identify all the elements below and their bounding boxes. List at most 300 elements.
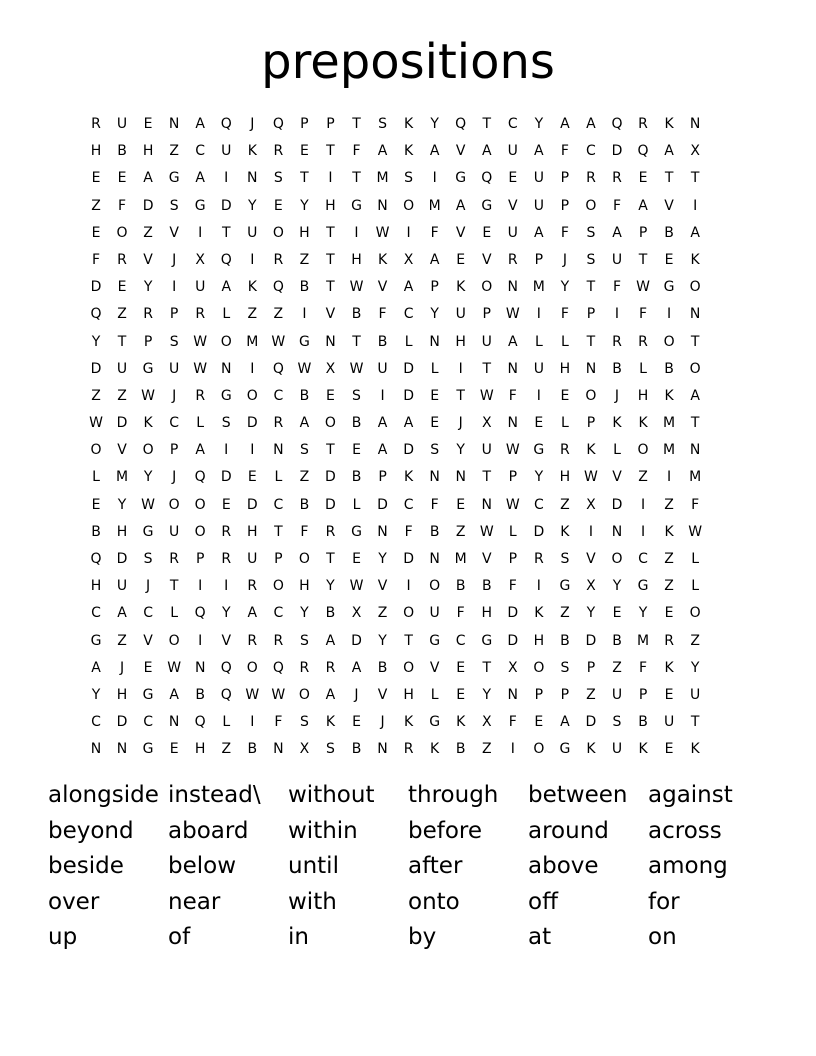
grid-letter: P (326, 116, 335, 132)
grid-letter: G (351, 523, 362, 540)
grid-letter: I (172, 279, 177, 296)
grid-letter: Q (481, 170, 493, 187)
grid-letter: D (403, 442, 414, 459)
grid-letter: O (403, 605, 415, 622)
grid-letter: E (91, 224, 101, 241)
grid-row (84, 440, 744, 467)
grid-letter: Z (299, 251, 310, 268)
grid-letter: W (505, 306, 520, 323)
grid-letter: G (194, 197, 206, 214)
grid-letter: S (430, 442, 440, 459)
grid-letter: N (507, 360, 519, 377)
grid-letter: V (429, 659, 440, 676)
grid-letter: M (116, 469, 129, 486)
grid-letter: S (169, 333, 179, 350)
grid-letter: P (560, 197, 570, 214)
grid-letter: A (169, 686, 179, 703)
grid-letter: N (377, 741, 388, 758)
grid-letter: H (116, 686, 128, 703)
grid-letter: A (117, 605, 127, 622)
grid-letter: G (559, 578, 571, 595)
grid-letter: N (507, 415, 519, 432)
grid-letter: I (640, 496, 646, 513)
grid-letter: R (638, 116, 648, 132)
grid-letter: D (220, 197, 232, 214)
grid-letter: X (586, 496, 596, 513)
grid-letter: K (404, 116, 414, 132)
word-list-item: alongside (48, 782, 159, 808)
grid-letter: B (299, 387, 310, 404)
grid-letter: K (690, 251, 700, 268)
grid-row (84, 250, 744, 277)
grid-letter: H (194, 741, 206, 758)
grid-letter: Q (220, 686, 232, 703)
grid-letter: G (429, 714, 441, 731)
word-list-row (48, 887, 768, 923)
grid-letter: X (586, 578, 596, 595)
grid-letter: A (221, 279, 232, 296)
word-list-item: through (408, 782, 499, 808)
grid-letter: I (693, 197, 698, 214)
grid-letter: E (456, 659, 466, 676)
grid-letter: F (508, 387, 517, 404)
grid-letter: G (429, 632, 441, 649)
grid-letter: B (560, 632, 570, 649)
grid-letter: Z (221, 741, 232, 758)
grid-letter: U (116, 578, 128, 595)
grid-letter: Z (169, 143, 179, 160)
grid-row (84, 685, 744, 712)
grid-letter: W (375, 224, 390, 241)
grid-letter: F (118, 197, 127, 214)
grid-letter: B (455, 741, 466, 758)
grid-letter: O (689, 360, 701, 377)
grid-letter: C (507, 116, 518, 132)
grid-letter: R (273, 251, 284, 268)
grid-row (84, 495, 744, 522)
grid-letter: T (638, 251, 648, 268)
grid-letter: Y (456, 442, 465, 459)
grid-letter: K (638, 415, 648, 432)
grid-letter: M (689, 469, 702, 486)
grid-letter: C (273, 605, 284, 622)
grid-letter: D (507, 605, 519, 622)
grid-letter: P (638, 686, 648, 703)
grid-letter: K (690, 741, 700, 758)
grid-letter: L (404, 333, 413, 350)
grid-letter: U (611, 686, 623, 703)
grid-letter: S (378, 116, 387, 132)
grid-letter: E (143, 659, 153, 676)
grid-letter: F (300, 523, 309, 540)
grid-letter: C (533, 496, 544, 513)
grid-letter: X (351, 605, 362, 622)
grid-letter: Z (117, 387, 127, 404)
grid-letter: O (663, 333, 675, 350)
word-list-item: within (288, 817, 358, 844)
grid-letter: K (247, 143, 257, 160)
grid-letter: I (250, 251, 255, 268)
grid-letter: P (586, 306, 596, 323)
grid-row (84, 168, 744, 195)
grid-letter: Q (272, 360, 284, 377)
grid-letter: B (91, 523, 101, 540)
grid-letter: V (612, 469, 622, 486)
grid-letter: N (429, 551, 440, 567)
grid-letter: U (481, 333, 492, 350)
grid-letter: I (354, 224, 359, 241)
grid-letter: C (195, 143, 206, 160)
grid-letter: R (221, 551, 232, 567)
grid-letter: M (428, 197, 441, 214)
grid-letter: F (639, 306, 648, 323)
grid-letter: Y (143, 279, 153, 296)
grid-letter: D (403, 551, 414, 567)
grid-letter: X (403, 251, 414, 268)
grid-letter: Y (91, 686, 101, 703)
grid-letter: Y (612, 578, 622, 595)
word-list-item: after (408, 853, 463, 880)
grid-letter: Q (220, 659, 232, 676)
grid-letter: M (454, 551, 467, 567)
grid-letter: W (193, 333, 208, 350)
grid-letter: P (560, 686, 570, 703)
grid-letter: O (403, 659, 415, 676)
grid-letter: S (299, 714, 309, 731)
grid-letter: R (664, 632, 674, 649)
grid-letter: F (639, 659, 648, 676)
grid-letter: U (247, 224, 258, 241)
grid-letter: H (90, 578, 102, 595)
grid-letter: V (586, 551, 596, 567)
grid-letter: Z (638, 469, 648, 486)
grid-letter: F (612, 197, 622, 214)
grid-letter: Q (637, 143, 649, 160)
grid-letter: W (584, 469, 598, 486)
grid-letter: W (505, 496, 520, 513)
grid-letter: W (349, 360, 364, 377)
grid-letter: E (117, 170, 127, 187)
grid-letter: E (456, 496, 466, 513)
grid-letter: U (533, 360, 544, 377)
grid-letter: B (351, 741, 362, 758)
grid-letter: I (588, 523, 593, 540)
grid-letter: T (482, 659, 492, 676)
grid-letter: L (560, 333, 569, 350)
grid-letter: U (507, 143, 518, 160)
grid-letter: A (377, 143, 388, 160)
grid-letter: R (247, 578, 258, 595)
grid-letter: T (221, 224, 231, 241)
grid-letter: J (354, 686, 359, 703)
grid-letter: F (560, 143, 569, 160)
grid-letter: K (247, 279, 257, 296)
grid-letter: B (664, 360, 674, 377)
grid-letter: H (559, 469, 571, 486)
grid-letter: L (430, 360, 439, 377)
grid-letter: P (534, 251, 544, 268)
grid-letter: O (429, 578, 441, 595)
grid-row (84, 196, 744, 223)
grid-letter: A (377, 442, 388, 459)
grid-letter: N (116, 741, 128, 758)
letter-grid (84, 114, 744, 767)
grid-letter: E (143, 116, 153, 132)
grid-letter: H (481, 605, 493, 622)
grid-letter: Z (586, 686, 596, 703)
grid-letter: X (299, 741, 310, 758)
grid-letter: Y (117, 496, 127, 513)
grid-letter: W (89, 415, 103, 432)
grid-letter: H (116, 523, 128, 540)
word-list-item: beside (48, 853, 124, 880)
grid-letter: U (169, 360, 180, 377)
grid-letter: B (351, 469, 362, 486)
grid-letter: O (533, 741, 545, 758)
grid-row (84, 386, 744, 413)
grid-letter: A (195, 170, 205, 187)
grid-letter: U (533, 197, 544, 214)
grid-letter: S (143, 551, 153, 567)
grid-letter: D (325, 496, 336, 513)
grid-letter: C (91, 714, 101, 731)
grid-letter: B (638, 714, 648, 731)
grid-letter: G (142, 686, 154, 703)
grid-letter: U (116, 116, 128, 132)
grid-letter: K (430, 741, 440, 758)
grid-letter: V (481, 551, 492, 567)
grid-letter: L (508, 523, 517, 540)
word-list-item: across (648, 817, 722, 844)
grid-letter: R (507, 251, 518, 268)
grid-letter: O (272, 224, 284, 241)
grid-letter: O (246, 659, 258, 676)
grid-letter: L (222, 306, 231, 323)
grid-letter: A (612, 224, 622, 241)
grid-letter: V (377, 279, 388, 296)
grid-letter: O (194, 496, 206, 513)
grid-letter: S (169, 197, 179, 214)
grid-letter: B (351, 415, 362, 432)
grid-letter: E (560, 387, 570, 404)
grid-letter: Y (300, 197, 309, 214)
grid-letter: S (586, 251, 596, 268)
grid-letter: A (351, 659, 362, 676)
grid-letter: U (116, 360, 128, 377)
grid-letter: S (560, 659, 570, 676)
grid-letter: K (664, 659, 674, 676)
word-list-item: with (288, 888, 337, 915)
grid-letter: E (430, 387, 440, 404)
grid-row (84, 467, 744, 494)
grid-letter: K (377, 251, 388, 268)
grid-letter: I (224, 578, 229, 595)
grid-letter: Q (455, 116, 467, 132)
grid-letter: K (534, 605, 544, 622)
grid-letter: O (689, 605, 701, 622)
grid-letter: U (195, 279, 206, 296)
grid-letter: E (638, 170, 648, 187)
grid-letter: D (611, 143, 623, 160)
grid-letter: R (195, 306, 206, 323)
grid-letter: P (143, 333, 153, 350)
grid-letter: K (404, 469, 414, 486)
grid-letter: V (169, 224, 179, 241)
grid-letter: N (325, 333, 336, 350)
grid-letter: E (508, 170, 518, 187)
grid-letter: Y (430, 306, 439, 323)
grid-letter: J (172, 469, 177, 486)
grid-letter: U (247, 551, 258, 567)
grid-letter: A (195, 442, 205, 459)
grid-letter: M (532, 279, 545, 296)
grid-letter: I (406, 224, 411, 241)
grid-letter: E (456, 686, 466, 703)
grid-letter: B (612, 360, 622, 377)
grid-letter: O (533, 659, 545, 676)
grid-row (84, 359, 744, 386)
grid-letter: C (143, 605, 153, 622)
grid-letter: G (142, 741, 154, 758)
word-list-item: against (648, 782, 733, 808)
grid-letter: I (536, 578, 541, 595)
grid-letter: A (403, 279, 414, 296)
grid-letter: Z (143, 224, 153, 241)
grid-row (84, 739, 744, 766)
grid-row (84, 712, 744, 739)
grid-letter: Z (690, 632, 700, 649)
grid-letter: I (406, 578, 411, 595)
grid-letter: K (612, 415, 622, 432)
word-list-item: beyond (48, 817, 134, 844)
grid-letter: C (143, 714, 153, 731)
grid-letter: I (198, 632, 203, 649)
grid-letter: P (378, 469, 387, 486)
grid-letter: H (351, 251, 362, 268)
grid-letter: R (273, 632, 284, 649)
grid-letter: U (377, 360, 388, 377)
grid-letter: Q (194, 469, 206, 486)
grid-letter: T (456, 387, 465, 404)
grid-letter: W (505, 442, 520, 459)
grid-letter: P (586, 415, 596, 432)
grid-letter: A (299, 415, 310, 432)
grid-letter: O (168, 632, 180, 649)
grid-letter: T (326, 551, 335, 567)
grid-letter: K (664, 116, 674, 132)
grid-letter: Y (638, 605, 648, 622)
grid-row (84, 413, 744, 440)
grid-letter: T (274, 523, 283, 540)
grid-letter: F (91, 251, 101, 268)
grid-letter: I (198, 578, 203, 595)
grid-letter: O (689, 279, 701, 296)
grid-letter: N (194, 659, 206, 676)
grid-letter: D (246, 496, 258, 513)
grid-letter: N (507, 279, 519, 296)
grid-letter: S (221, 415, 231, 432)
grid-letter: J (172, 251, 177, 268)
word-list-item: up (48, 924, 78, 951)
grid-letter: P (482, 306, 491, 323)
grid-letter: U (507, 224, 518, 241)
grid-letter: P (534, 686, 544, 703)
grid-letter: L (691, 551, 700, 567)
grid-letter: B (117, 143, 127, 160)
grid-letter: G (142, 360, 154, 377)
grid-letter: D (507, 632, 519, 649)
grid-letter: T (352, 116, 361, 132)
grid-letter: K (325, 714, 336, 731)
grid-letter: B (351, 306, 362, 323)
word-list-item: between (528, 782, 628, 808)
grid-letter: U (663, 714, 675, 731)
grid-letter: H (559, 360, 571, 377)
grid-letter: N (689, 306, 701, 323)
grid-letter: O (403, 197, 415, 214)
grid-letter: T (482, 469, 492, 486)
grid-letter: V (664, 197, 674, 214)
grid-letter: K (586, 442, 596, 459)
grid-letter: L (92, 469, 100, 486)
grid-letter: S (352, 387, 361, 404)
grid-letter: V (325, 306, 336, 323)
grid-letter: U (533, 170, 544, 187)
grid-letter: C (403, 496, 414, 513)
grid-letter: I (536, 387, 541, 404)
grid-letter: U (429, 605, 440, 622)
grid-letter: F (508, 578, 517, 595)
grid-letter: A (508, 333, 518, 350)
grid-letter: D (585, 714, 597, 731)
grid-letter: C (273, 387, 284, 404)
word-list-item: below (168, 853, 237, 880)
grid-letter: R (273, 143, 284, 160)
grid-letter: I (614, 306, 620, 323)
grid-row (84, 277, 744, 304)
grid-letter: V (377, 686, 388, 703)
word-list-item: among (648, 853, 728, 880)
grid-letter: D (585, 632, 597, 649)
grid-letter: G (168, 170, 180, 187)
grid-letter: G (455, 170, 467, 187)
grid-letter: I (302, 306, 307, 323)
grid-letter: A (143, 170, 153, 187)
grid-letter: A (560, 116, 570, 132)
grid-letter: K (456, 714, 466, 731)
word-list-item: at (528, 924, 552, 951)
word-list-item: on (648, 924, 677, 951)
grid-letter: T (690, 170, 700, 187)
word-list-item: in (288, 924, 309, 951)
grid-letter: B (455, 578, 466, 595)
grid-letter: V (143, 251, 153, 268)
grid-letter: O (298, 551, 310, 567)
grid-letter: T (326, 442, 335, 459)
grid-letter: Y (248, 197, 257, 214)
grid-letter: I (667, 469, 672, 486)
grid-letter: T (352, 333, 361, 350)
grid-letter: G (351, 197, 362, 214)
grid-letter: B (612, 632, 622, 649)
grid-letter: D (325, 469, 336, 486)
grid-letter: F (430, 224, 439, 241)
grid-letter: O (637, 442, 649, 459)
grid-letter: W (688, 523, 703, 540)
grid-letter: L (560, 415, 569, 432)
grid-letter: E (456, 251, 466, 268)
grid-letter: Z (664, 578, 674, 595)
